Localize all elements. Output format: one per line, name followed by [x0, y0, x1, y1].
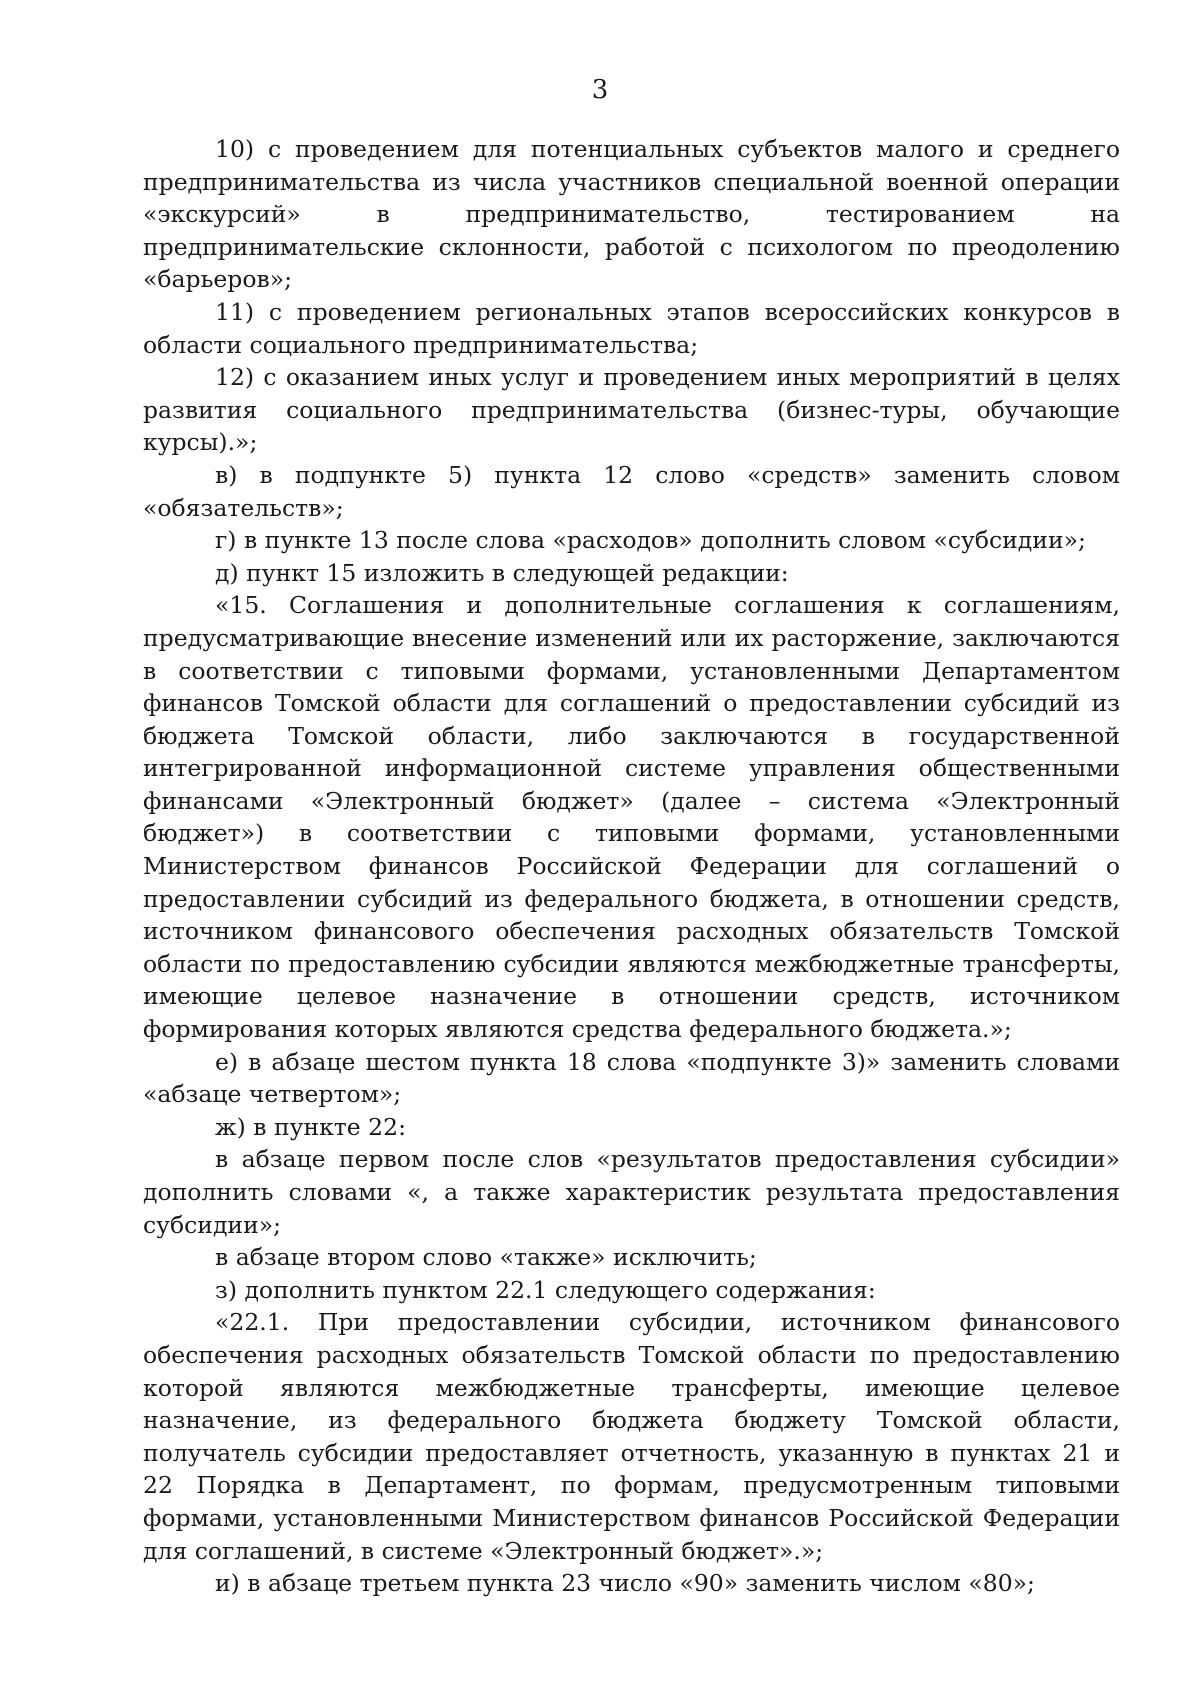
paragraph-subitem-e: е) в абзаце шестом пункта 18 слова «подпункте 3)» заменить словами «абзаце четвертом»; [143, 1047, 1120, 1109]
paragraph-clause-22-1: «22.1. При предоставлении субсидии, источником финансового обеспечения расходных обязательств Томской области по предоставлению которой являются межбюджетные трансферты, имеющие целевое назначение, из федерального бюджета бюджету Томской области, получатель субсидии предоставляет отчетность, указанную в пунктах 21 и 22 Порядка в Департамент, по формам, предусмотренным типовыми формами, установленными Министерством финансов Российской Федерации для соглашений, в системе «Электронный бюджет».»; [143, 1308, 1120, 1565]
paragraph-second-abzac: в абзаце втором слово «также» исключить; [215, 1243, 757, 1272]
paragraph-subitem-zh: ж) в пункте 22: [215, 1112, 406, 1141]
paragraph-clause-15: «15. Соглашения и дополнительные соглашения к соглашениям, предусматривающие внесение изменений или их расторжение, заключаются в соответствии с типовыми формами, установленными Департаментом финансов Томской области для соглашений о предоставлении субсидий из бюджета Томской области, либо заключаются в государственной интегрированной информационной системе управления общественными финансами «Электронный бюджет» (далее – система «Электронный бюджет») в соответствии с типовыми формами, установленными Министерством финансов Российской Федерации для соглашений о предоставлении субсидий из федерального бюджета, в отношении средств, источником финансового обеспечения расходных обязательств Томской области по предоставлению субсидии являются межбюджетные трансферты, имеющие целевое назначение в отношении средств, источником формирования которых являются средства федерального бюджета.»; [143, 591, 1120, 1044]
paragraph-subitem-i: и) в абзаце третьем пункта 23 число «90» заменить числом «80»; [215, 1569, 1035, 1598]
paragraph-subitem-g: г) в пункте 13 после слова «расходов» дополнить словом «субсидии»; [215, 526, 1086, 555]
paragraph-item-12: 12) с оказанием иных услуг и проведением иных мероприятий в целях развития социального предпринимательства (бизнес-туры, обучающие курсы).»; [143, 363, 1120, 457]
paragraph-subitem-d: д) пункт 15 изложить в следующей редакции: [215, 558, 789, 587]
paragraph-item-11: 11) с проведением региональных этапов всероссийских конкурсов в области социального предпринимательства; [143, 297, 1120, 359]
paragraph-first-abzac: в абзаце первом после слов «результатов предоставления субсидии» дополнить словами «, а также характеристик результата предоставления субсидии»; [143, 1145, 1120, 1239]
paragraph-subitem-v: в) в подпункте 5) пункта 12 слово «средств» заменить словом «обязательств»; [143, 460, 1120, 522]
page-number: 3 [591, 75, 609, 105]
paragraph-item-10: 10) с проведением для потенциальных субъектов малого и среднего предпринимательства из числа участников специальной военной операции «экскурсий» в предпринимательство, тестированием на предпринимательские склонности, работой с психологом по преодолению «барьеров»; [143, 135, 1120, 294]
document-body [143, 133, 1120, 1600]
paragraph-subitem-z: з) дополнить пунктом 22.1 следующего содержания: [215, 1275, 876, 1304]
